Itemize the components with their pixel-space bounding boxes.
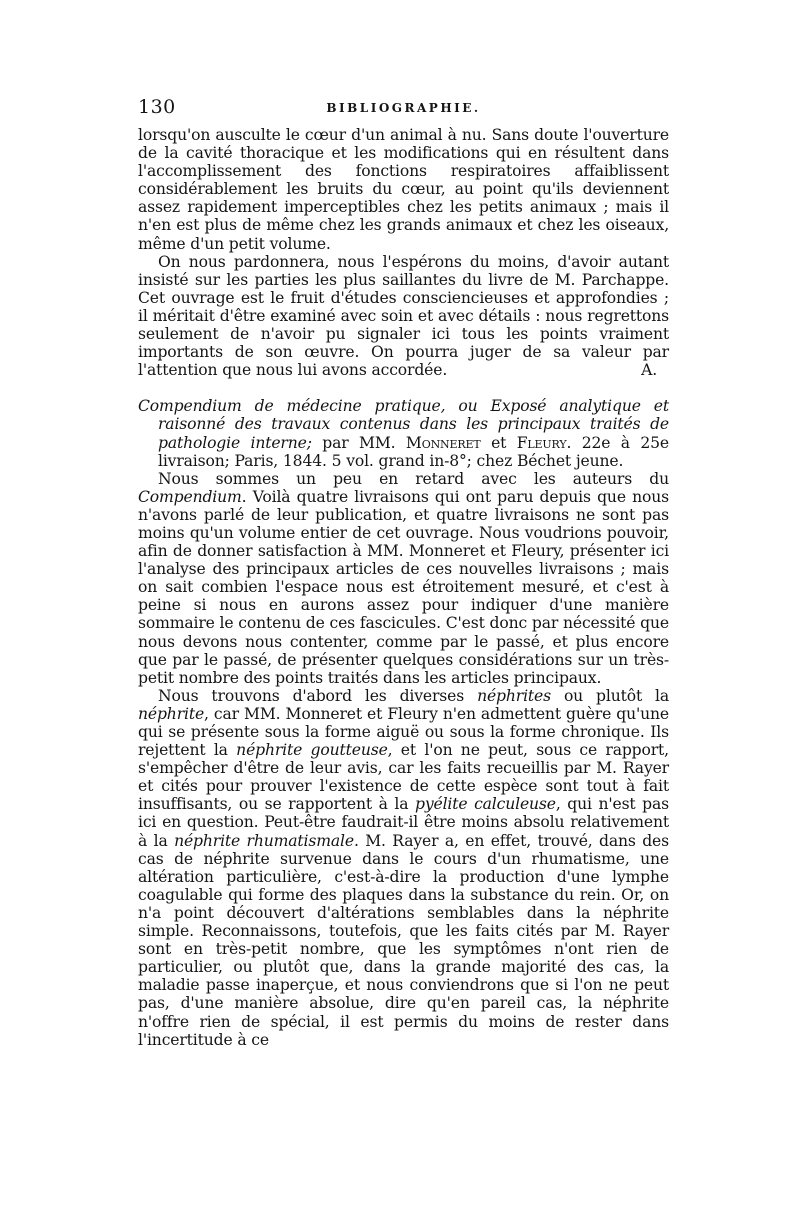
- citation-title: Compendium de médecine pratique, ou Exposé analytique et raisonné des travaux contenus dans les principaux traités de pathologie interne;: [138, 397, 669, 452]
- running-title: BIBLIOGRAPHIE.: [326, 101, 481, 115]
- closing-paragraph: [138, 253, 669, 380]
- citation-et: et: [491, 433, 507, 452]
- citation-author-2: Fleury: [516, 433, 567, 452]
- review-p2-italic-4: pyélite calculeuse: [415, 795, 556, 814]
- review-p1-text-a: Nous sommes un peu en retard avec les auteurs du: [158, 469, 669, 488]
- citation-entry: [138, 397, 669, 469]
- body-text: [138, 126, 669, 1049]
- citation-par: par MM.: [322, 433, 396, 452]
- section-gap: [138, 379, 669, 397]
- review-p1-italic: Compendium: [138, 487, 242, 506]
- review-p2-italic-1: néphrites: [477, 686, 551, 705]
- review-p2-text-c: , car MM. Monneret et Fleury n'en admettent guère qu'une qui se présente sous la forme aiguë ou sous la forme chronique. Ils rejettent la: [138, 704, 669, 760]
- review-p1-text-b: . Voilà quatre livraisons qui ont paru depuis que nous n'avons parlé de leur publication, et quatre livraisons ne sont pas moins qu'un volume entier de cet ouvrage. Nous voudrions pouvoir, afin de donner satisfaction à MM. Monneret et Fleury, présenter ici l'analyse des principaux articles de ces nouvelles livraisons ; mais on sait combien l'espace nous est étroitement mesuré, et c'est à peine si nous en aurons assez pour indiquer d'une manière sommaire le contenu de ces fascicules. C'est donc par nécessité que nous devons nous contenter, comme par le passé, et plus encore que par le passé, de présenter quelques considérations sur un très-petit nombre des points traités dans les articles principaux.: [138, 487, 669, 687]
- review-p2-text-a: Nous trouvons d'abord les diverses: [158, 686, 465, 705]
- citation-author-1: Monneret: [405, 433, 481, 452]
- book-page: [138, 96, 669, 1049]
- review-signature: A.: [641, 361, 657, 380]
- review-p2-text-f: . M. Rayer a, en effet, trouvé, dans des cas de néphrite survenue dans le cours d'un rhumatisme, une altération particulière, c'est-à-dire la production d'une lymphe coagulable qui forme des plaques dans la substance du rein. Or, on n'a point découvert d'altérations semblables dans la néphrite simple. Reconnaissons, toutefois, que les faits cités par M. Rayer sont en très-petit nombre, que les symptômes n'ont rien de particulier, ou plutôt que, dans la grande majorité des cas, la maladie passe inaperçue, et nous conviendrons que si l'on ne peut pas, d'une manière absolue, dire qu'en pareil cas, la néphrite n'offre rien de spécial, il est permis du moins de rester dans l'incertitude à ce: [138, 831, 669, 1049]
- running-head: [138, 96, 669, 126]
- closing-paragraph-text: On nous pardonnera, nous l'espérons du moins, d'avoir autant insisté sur les parties les plus saillantes du livre de M. Parchappe. Cet ouvrage est le fruit d'études consciencieuses et approfondies ; il méritait d'être examiné avec soin et avec détails : nous regrettons seulement de n'avoir pu signaler ici tous les points vraiment importants de son œuvre. On pourra juger de sa valeur par l'attention que nous lui avons accordée.: [138, 252, 669, 380]
- review-p2-italic-5: néphrite rhumatismale: [174, 831, 354, 850]
- review-p2-text-d: , et l'on ne peut, sous ce rapport, s'empêcher d'être de leur avis, car les faits recueillis par M. Rayer et cités pour prouver l'existence de cette espèce sont tout à fait insuffisants, ou se rapportent à la: [138, 741, 669, 814]
- continued-paragraph: lorsqu'on ausculte le cœur d'un animal à nu. Sans doute l'ouverture de la cavité thoracique et les modifications qui en résultent dans l'accomplissement des fonctions respiratoires affaiblissent considérablement les bruits du cœur, au point qu'ils deviennent assez rapidement imperceptibles chez les petits animaux ; mais il n'en est plus de même chez les grands animaux et chez les oiseaux, même d'un petit volume.: [138, 126, 669, 253]
- review-p2-italic-2: néphrite: [138, 704, 205, 723]
- page-number: 130: [138, 96, 176, 118]
- review-paragraph-1: [138, 470, 669, 687]
- review-p2-italic-3: néphrite goutteuse: [236, 741, 388, 760]
- review-p2-text-e: , qui n'est pas ici en question. Peut-être faudrait-il être moins absolu relativement à la: [138, 795, 669, 850]
- review-paragraph-2: [138, 687, 669, 1049]
- citation-details: . 22e à 25e livraison; Paris, 1844. 5 vol. grand in-8°; chez Béchet jeune.: [158, 433, 669, 470]
- review-p2-text-b: ou plutôt la: [563, 686, 670, 705]
